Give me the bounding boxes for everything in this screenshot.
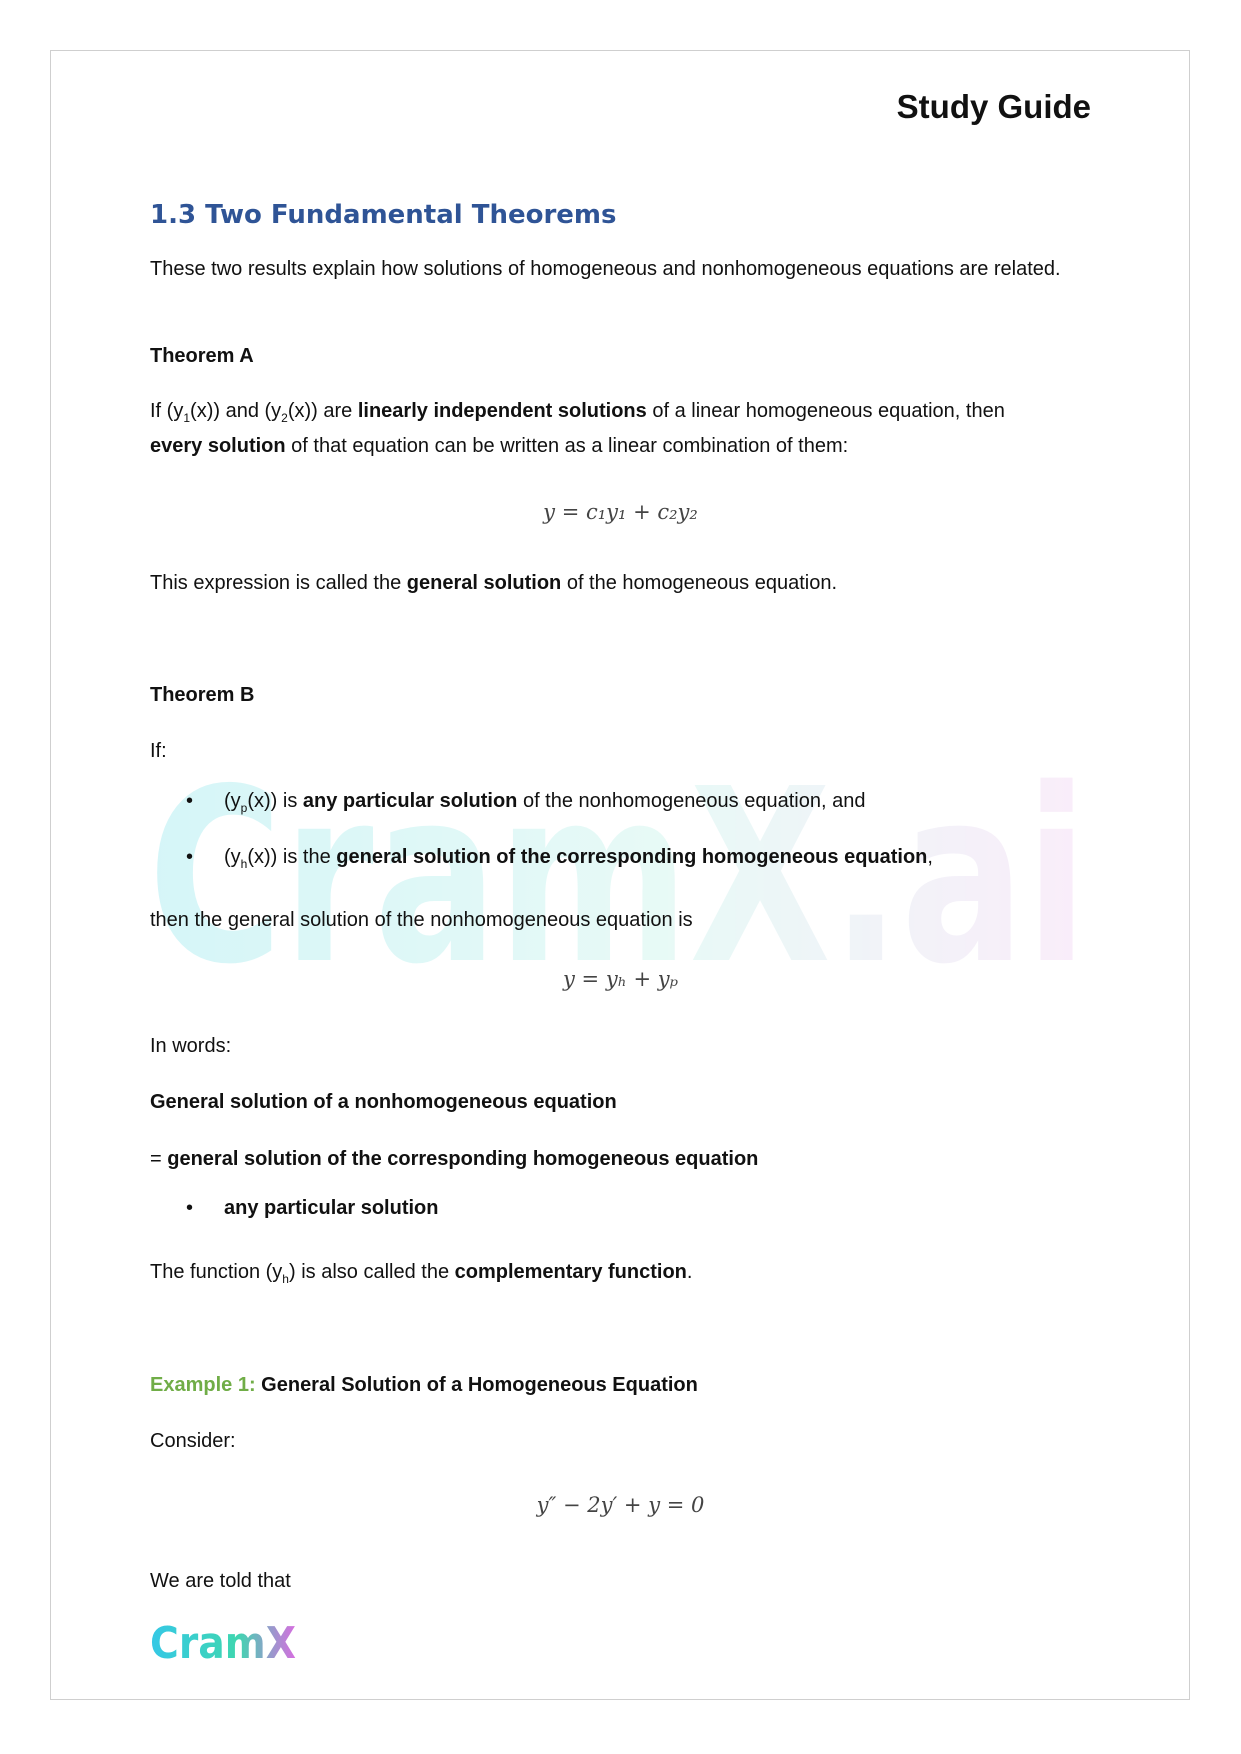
equation-example-1: y″ − 2y′ + y = 0	[536, 1493, 705, 1517]
bullet-1-glyph: •	[186, 790, 194, 812]
bullet-3-glyph: •	[186, 1197, 194, 1219]
theorem-b-if: If:	[150, 740, 167, 762]
in-words-label: In words:	[150, 1035, 232, 1057]
bullet-homogeneous-solution: $(y_h(x))$ is the general solution of the corresponding homogeneous equation,	[224, 846, 933, 871]
equation-nonhomogeneous-solution: y = yₕ + yₚ	[563, 967, 678, 991]
bullet-particular-solution: $(y_p(x))$ is any particular solution of the nonhomogeneous equation, and	[224, 790, 866, 815]
equation-general-solution: y = c₁y₁ + c₂y₂	[543, 500, 698, 524]
in-words-line1: General solution of a nonhomogeneous equation	[150, 1091, 617, 1113]
intro-paragraph: These two results explain how solutions of homogeneous and nonhomogeneous equations are related.	[150, 258, 1061, 280]
theorem-b-title: Theorem B	[150, 684, 255, 706]
page-header-title: Study Guide	[896, 88, 1091, 125]
cramx-logo	[150, 1616, 300, 1668]
theorem-a-line2: every solution of that equation can be written as a linear combination of them:	[150, 435, 849, 457]
example-1-consider: Consider:	[150, 1430, 236, 1452]
complementary-function-line: The function $(y_h)$ is also called the complementary function.	[150, 1261, 693, 1286]
theorem-a-line1: If $(y_1(x))$ and $(y_2(x))$ are linearly independent solutions of a linear homogeneous equation, then	[150, 400, 1005, 425]
theorem-a-after: This expression is called the general solution of the homogeneous equation.	[150, 572, 838, 594]
in-words-line2: = general solution of the corresponding homogeneous equation	[150, 1148, 759, 1170]
example-1-heading: Example 1: General Solution of a Homogeneous Equation	[150, 1374, 698, 1396]
section-title: 1.3 Two Fundamental Theorems	[150, 200, 617, 230]
example-1-told: We are told that	[150, 1570, 291, 1592]
logo-text: CramX	[150, 1618, 297, 1668]
theorem-a-title: Theorem A	[150, 345, 254, 367]
bullet-2-glyph: •	[186, 846, 194, 868]
theorem-b-then: then the general solution of the nonhomogeneous equation is	[150, 909, 693, 931]
watermark-text: CramX.ai	[148, 755, 1088, 995]
in-words-line3: any particular solution	[224, 1197, 439, 1219]
